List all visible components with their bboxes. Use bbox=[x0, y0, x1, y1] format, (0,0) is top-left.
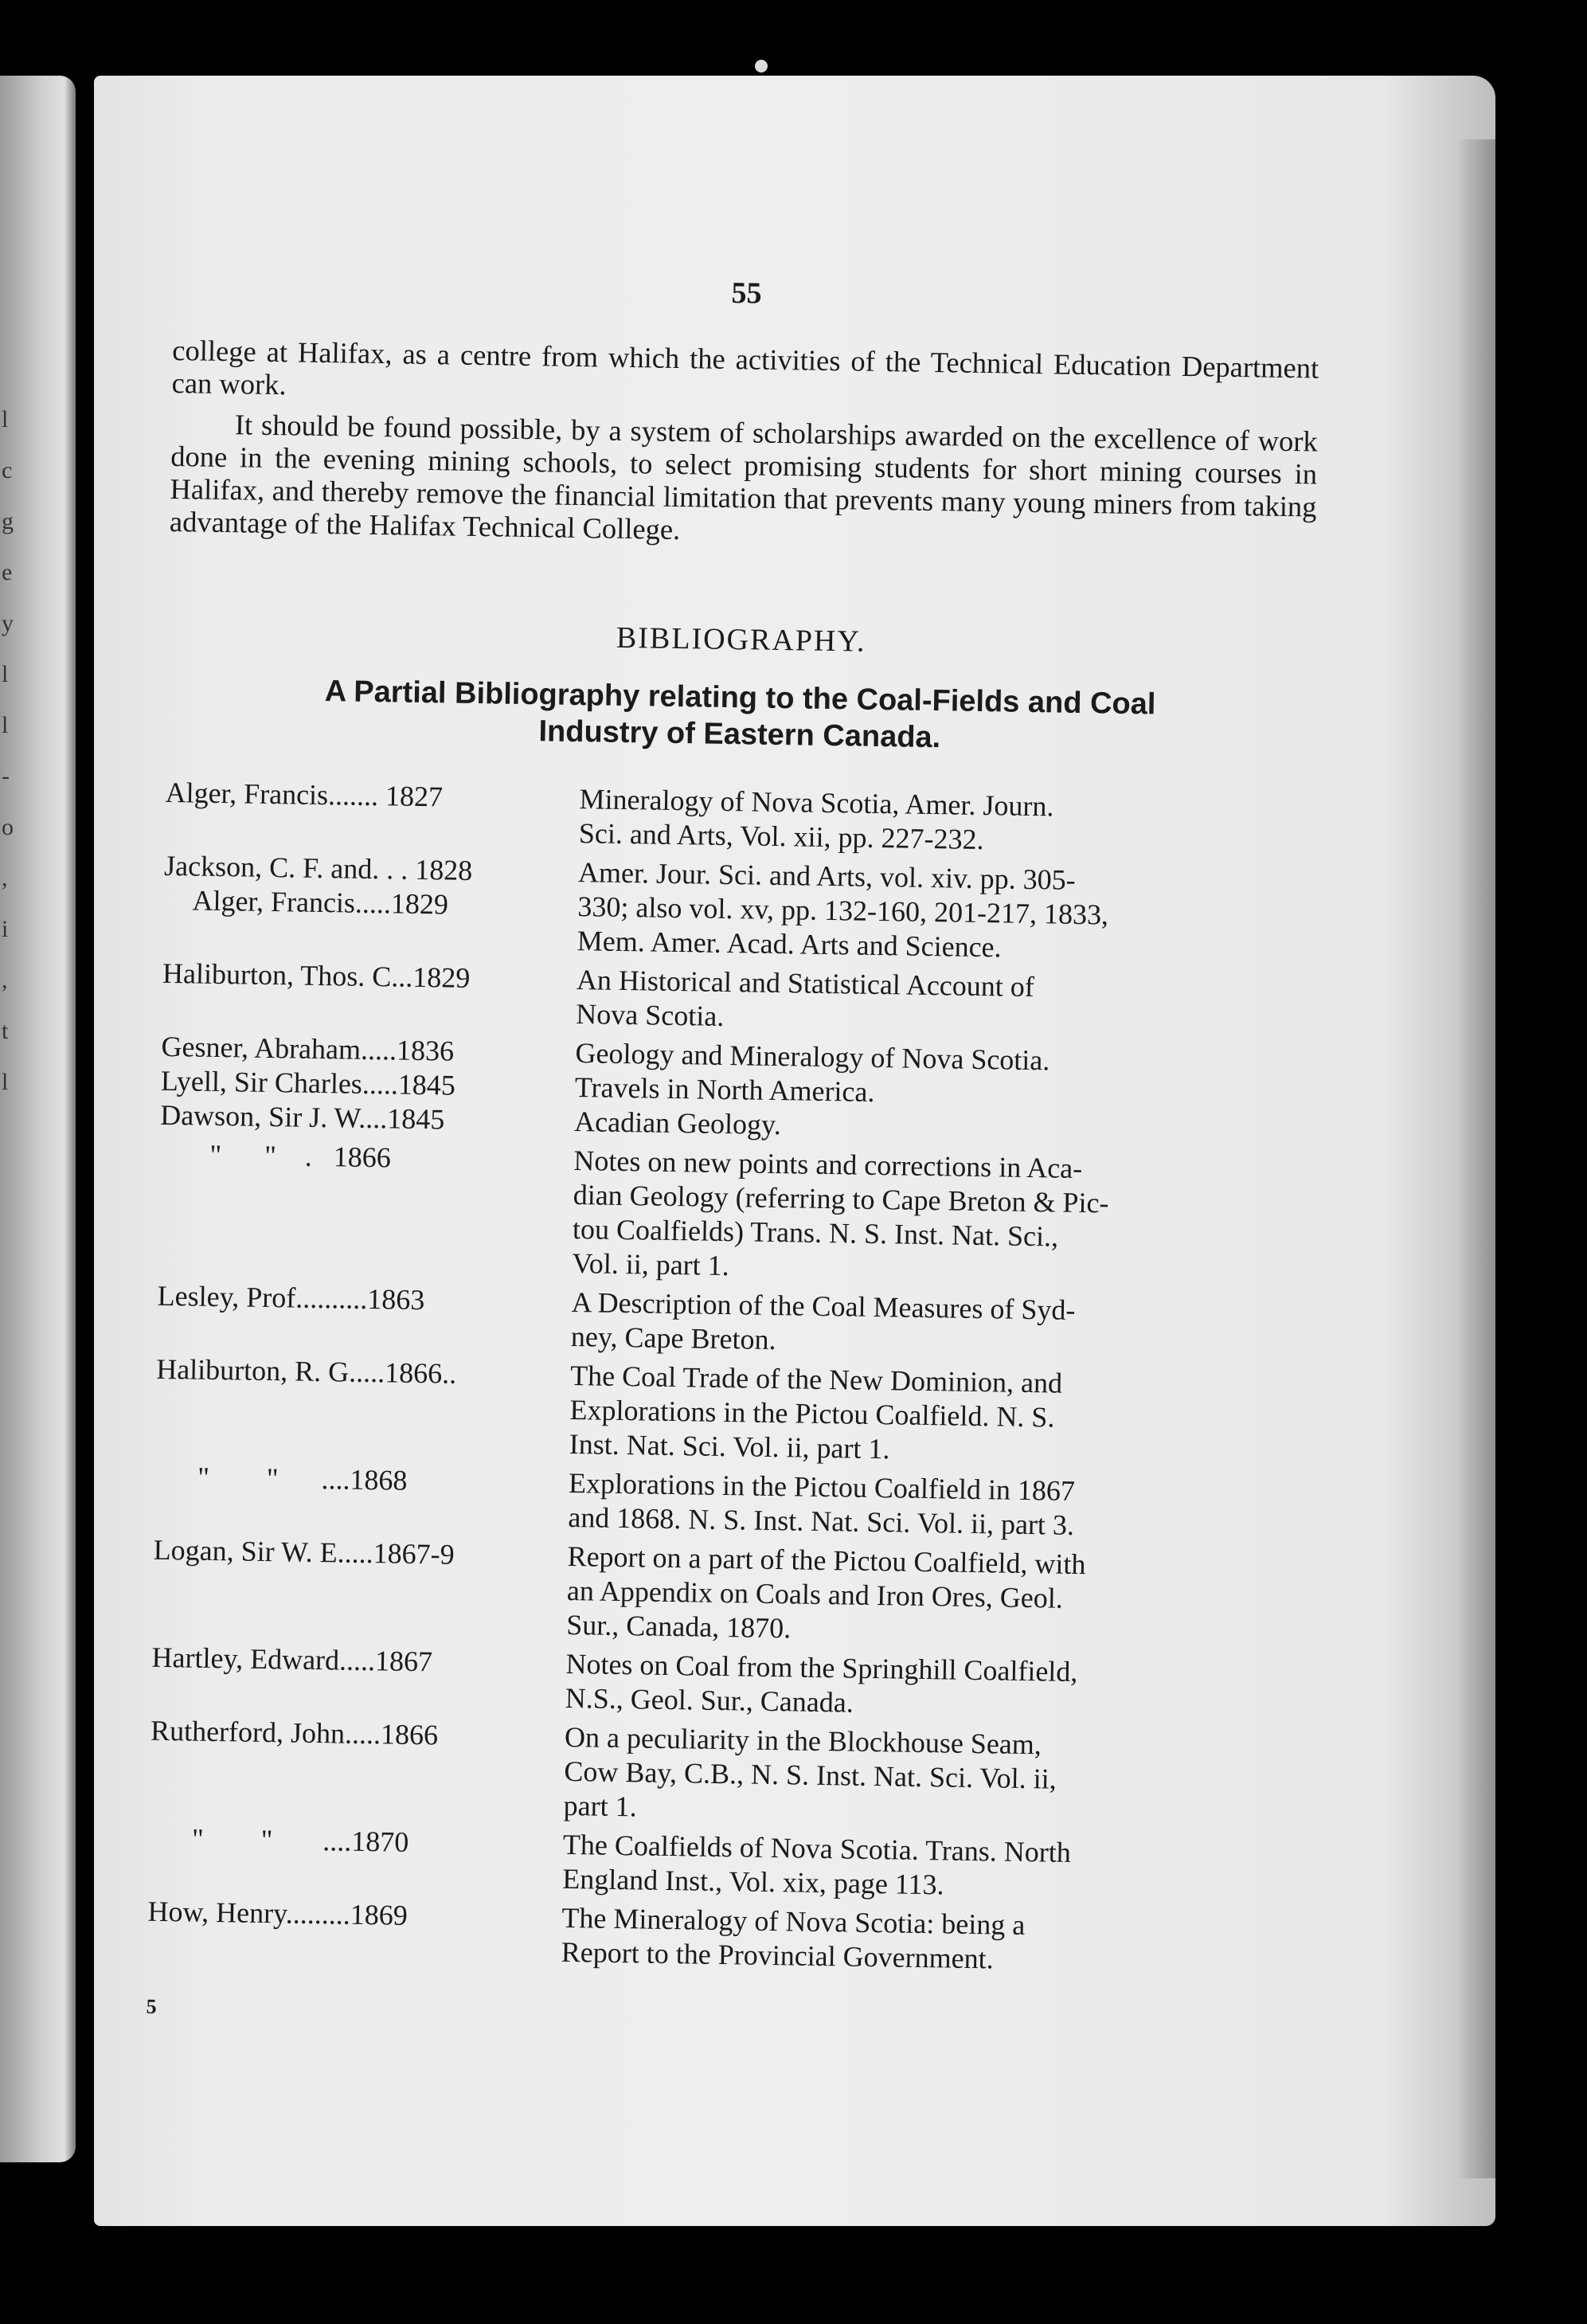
bibliography-subtitle bbox=[166, 671, 1314, 762]
bibliography-entry bbox=[157, 1279, 1304, 1366]
entry-description: On a peculiarity in the Blockhouse Seam, Cow Bay, C.B., N. S. Inst. Nat. Sci. Vol. ii, part 1. bbox=[563, 1720, 1057, 1823]
edge-letter: , bbox=[2, 865, 8, 891]
left-page-cut-letters bbox=[2, 394, 18, 1108]
edge-letter: l bbox=[2, 661, 9, 687]
entry-author-year: Logan, Sir W. E.....1867-9 bbox=[153, 1533, 455, 1571]
edge-letter: g bbox=[2, 508, 14, 534]
edge-letter: o bbox=[2, 814, 14, 840]
edge-letter: c bbox=[2, 457, 13, 483]
bibliography-entry bbox=[154, 1460, 1301, 1547]
bibliography-entry bbox=[152, 1533, 1300, 1654]
entry-author-year: Lesley, Prof..........1863 bbox=[157, 1279, 425, 1317]
entry-description: A Description of the Coal Measures of Syd- ney, Cape Breton. bbox=[570, 1286, 1076, 1356]
page-number: 55 bbox=[731, 276, 762, 311]
entry-description: Travels in North America. bbox=[574, 1071, 875, 1108]
entry-description: The Mineralogy of Nova Scotia: being a Report to the Provincial Government. bbox=[561, 1901, 1026, 1975]
edge-letter: l bbox=[2, 712, 9, 738]
left-facing-page-edge bbox=[0, 76, 76, 2162]
entry-description: An Historical and Statistical Account of Nova Scotia. bbox=[576, 964, 1035, 1032]
entry-author-year: " " ....1870 bbox=[148, 1821, 409, 1858]
edge-letter: - bbox=[2, 763, 10, 789]
bibliography-subtitle-line: A Partial Bibliography relating to the Coal-Fields and Coal bbox=[324, 675, 1156, 722]
signature-mark: 5 bbox=[146, 1994, 157, 2018]
entry-author-year: Hartley, Edward.....1867 bbox=[151, 1641, 433, 1678]
bibliography-list bbox=[147, 776, 1312, 1981]
bibliography-entry bbox=[148, 1821, 1296, 1908]
entry-author-year: Lyell, Sir Charles.....1845 bbox=[160, 1064, 456, 1101]
entry-author-year: Rutherford, John.....1866 bbox=[150, 1714, 439, 1751]
entry-author-year: How, Henry.........1869 bbox=[147, 1895, 408, 1931]
bibliography-entry bbox=[155, 1352, 1304, 1473]
book-page bbox=[94, 76, 1495, 2226]
entry-description: Notes on new points and corrections in Aca- dian Geology (referring to Cape Breton & Pic- tou Coalfields) Trans. N. S. Inst. Nat. Sci., Vol. ii, part 1. bbox=[572, 1144, 1109, 1282]
entry-description: The Coal Trade of the New Dominion, and Explorations in the Pictou Coalfield. N. S. Inst. Nat. Sci. Vol. ii, part 1. bbox=[569, 1359, 1063, 1465]
edge-letter: , bbox=[2, 967, 8, 993]
bibliography-entry bbox=[158, 1137, 1307, 1293]
entry-description: Explorations in the Pictou Coalfield in 1867 and 1868. N. S. Inst. Nat. Sci. Vol. ii, part 3. bbox=[568, 1466, 1076, 1541]
entry-description: Geology and Mineralogy of Nova Scotia. bbox=[575, 1037, 1050, 1077]
paragraph: It should be found possible, by a system of scholarships awarded on the excellence of work done in the evening mining schools, to select promising students for short mining courses in Halifax, and thereby remove the financial limitation that prevents many young miners from taking advantage of the Halifax Technical College. bbox=[169, 408, 1319, 546]
entry-author-year: Gesner, Abraham.....1836 bbox=[161, 1030, 455, 1067]
entry-author-year: Haliburton, R. G.....1866.. bbox=[155, 1352, 457, 1390]
entry-description: Mineralogy of Nova Scotia, Amer. Journ. Sci. and Arts, Vol. xii, pp. 227-232. bbox=[578, 783, 1054, 856]
bibliography-heading: BIBLIOGRAPHY. bbox=[616, 620, 866, 659]
entry-author-year: Dawson, Sir J. W....1845 bbox=[159, 1098, 445, 1136]
bibliography-entry bbox=[147, 1895, 1295, 1982]
edge-letter: y bbox=[2, 610, 14, 636]
entry-description: Report on a part of the Pictou Coalfield, with an Appendix on Coals and Iron Ores, Geol. Sur., Canada, 1870. bbox=[565, 1540, 1086, 1645]
bibliography-entry bbox=[151, 1641, 1299, 1727]
bibliography-entry bbox=[149, 1714, 1297, 1835]
entry-author-year: Haliburton, Thos. C...1829 bbox=[162, 957, 471, 994]
bibliography-subtitle-line: Industry of Eastern Canada. bbox=[538, 714, 941, 755]
scan-speck bbox=[755, 60, 768, 72]
paragraph: college at Halifax, as a centre from which the activities of the Technical Education Department can work. bbox=[171, 333, 1319, 401]
page-edge-shadow bbox=[1456, 139, 1495, 2178]
entry-author-year: Jackson, C. F. and. . . 1828 Alger, Francis.....1829 bbox=[163, 849, 473, 921]
edge-letter: i bbox=[2, 916, 9, 942]
entry-author-year: Alger, Francis....... 1827 bbox=[165, 776, 444, 813]
edge-letter: l bbox=[2, 406, 9, 432]
bibliography-entry bbox=[162, 957, 1309, 1043]
entry-description: Amer. Jour. Sci. and Arts, vol. xiv. pp. 305- 330; also vol. xv, pp. 132-160, 201-217, 1833, Mem. Amer. Acad. Arts and Science. bbox=[577, 856, 1109, 964]
entry-author-year: " " ....1868 bbox=[154, 1460, 408, 1497]
edge-letter: l bbox=[2, 1069, 9, 1095]
bibliography-entry bbox=[165, 776, 1312, 863]
entry-author-year: " " . 1866 bbox=[159, 1137, 392, 1174]
bibliography-entry bbox=[162, 849, 1311, 970]
entry-description: Notes on Coal from the Springhill Coalfield, N.S., Geol. Sur., Canada. bbox=[565, 1647, 1078, 1719]
edge-letter: e bbox=[2, 559, 13, 585]
page-content bbox=[146, 267, 1319, 2036]
entry-description: The Coalfields of Nova Scotia. Trans. North England Inst., Vol. xix, page 113. bbox=[561, 1828, 1072, 1901]
entry-description: Acadian Geology. bbox=[573, 1105, 782, 1141]
edge-letter: t bbox=[2, 1018, 9, 1044]
